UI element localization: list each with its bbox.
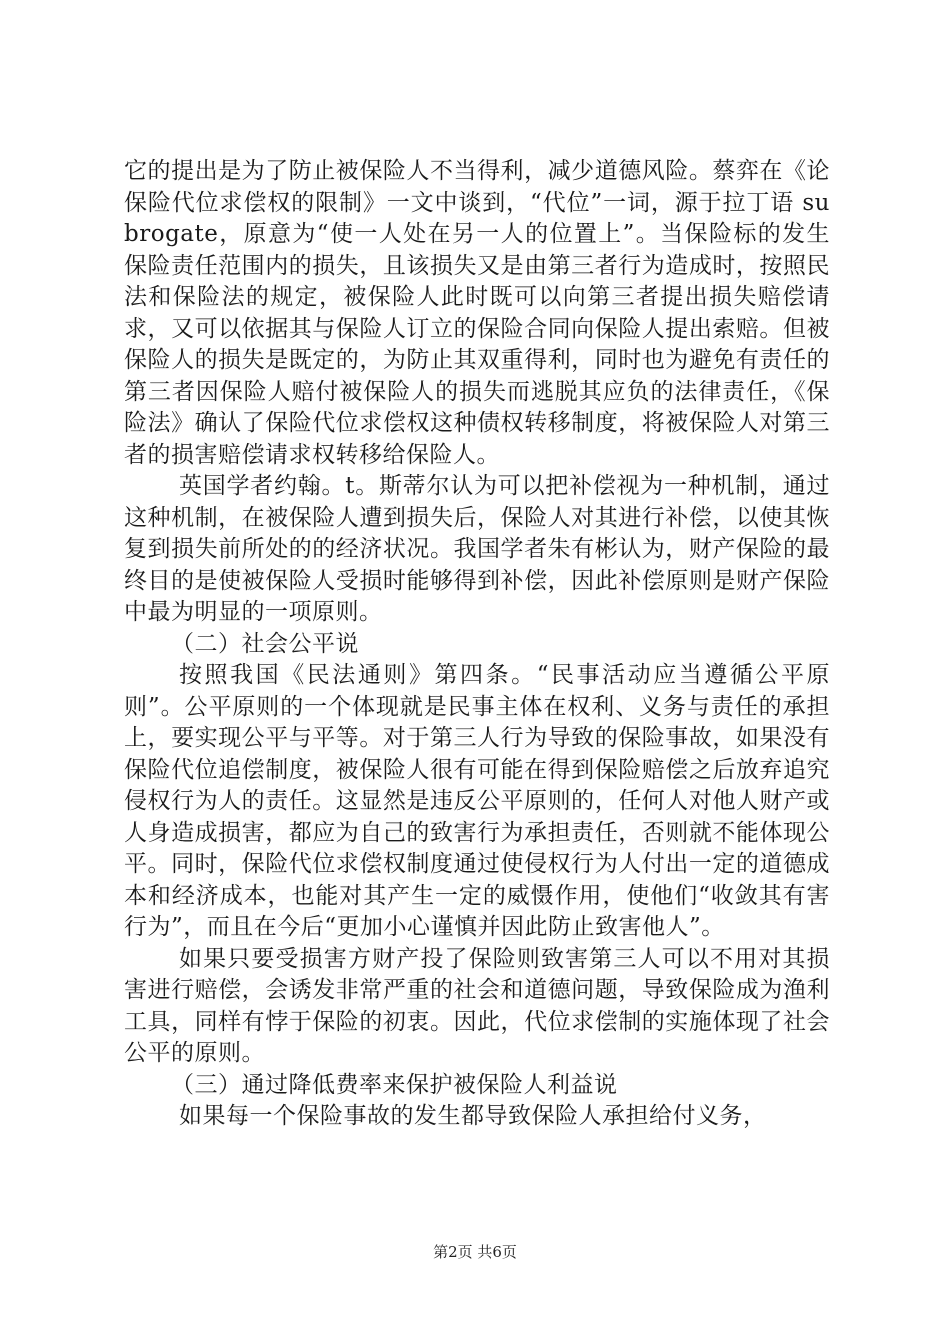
paragraph-compensation: 英国学者约翰。t。斯蒂尔认为可以把补偿视为一种机制，通过这种机制，在被保险人遭到损失后，保险人对其进行补偿，以使其恢复到损失前所处的的经济状况。我国学者朱有彬认为，财产保险的最终目的是使被保险人受损时能够得到补偿，因此补偿原则是财产保险中最为明显的一项原则。 — [124, 473, 830, 625]
paragraph-continuation: 它的提出是为了防止被保险人不当得利，减少道德风险。蔡弈在《论保险代位求偿权的限制》一文中谈到，“代位”一词，源于拉丁语 subrogate，原意为“使一人处在另一人的位置上”。当保险标的发生保险责任范围内的损失，且该损失又是由第三者行为造成时，按照民法和保险法的规定，被保险人此时既可以向第三者提出损失赔偿请求，又可以依据其与保险人订立的保险合同向保险人提出索赔。但被保险人的损失是既定的，为防止其双重得利，同时也为避免有责任的第三者因保险人赔付被保险人的损失而逃脱其应负的法律责任，《保险法》确认了保险代位求偿权这种债权转移制度，将被保险人对第三者的损害赔偿请求权转移给保险人。 — [124, 158, 830, 468]
paragraph-fairness-principle: 按照我国《民法通则》第四条。“民事活动应当遵循公平原则”。公平原则的一个体现就是民事主体在权利、义务与责任的承担上，要实现公平与平等。对于第三人行为导致的保险事故，如果没有保险代位追偿制度，被保险人很有可能在得到保险赔偿之后放弃追究侵权行为人的责任。这显然是违反公平原则的，任何人对他人财产或人身造成损害，都应为自己的致害行为承担责任，否则就不能体现公平。同时，保险代位求偿权制度通过使侵权行为人付出一定的道德成本和经济成本，也能对其产生一定的威慑作用，使他们“收敛其有害行为”，而且在今后“更加小心谨慎并因此防止致害他人”。 — [124, 662, 830, 940]
section-heading-social-fairness: （二）社会公平说 — [171, 630, 359, 657]
paragraph-premium-rate: 如果每一个保险事故的发生都导致保险人承担给付义务， — [179, 1103, 767, 1129]
page-number-footer: 第2页 共6页 — [433, 1243, 517, 1261]
body-text — [124, 156, 830, 1133]
paragraph-social-moral: 如果只要受损害方财产投了保险则致害第三人可以不用对其损害进行赔偿，会诱发非常严重的社会和道德问题，导致保险成为渔利工具，同样有悖于保险的初衷。因此，代位求偿制的实施体现了社会公平的原则。 — [124, 945, 830, 1066]
section-heading-premium-rate: （三）通过降低费率来保护被保险人利益说 — [171, 1071, 618, 1098]
